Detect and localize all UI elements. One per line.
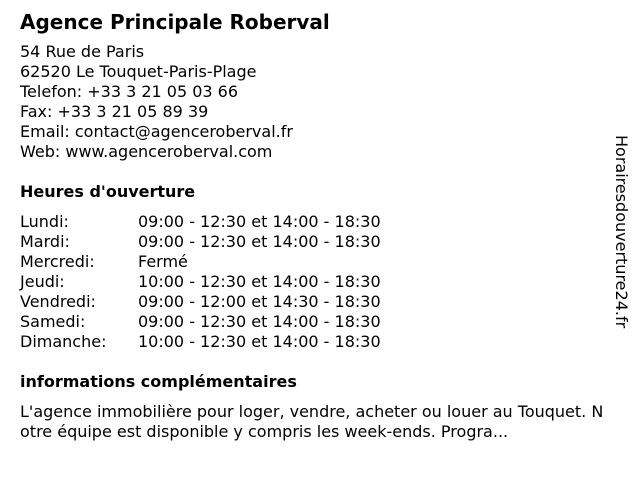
- hours-row-tuesday: [20, 232, 610, 252]
- day-hours: 09:00 - 12:30 et 14:00 - 18:30: [138, 212, 381, 231]
- hours-row-sunday: [20, 332, 610, 352]
- hours-row-wednesday: [20, 252, 610, 272]
- hours-row-friday: [20, 292, 610, 312]
- hours-row-monday: [20, 212, 610, 232]
- fax-number: Fax: +33 3 21 05 89 39: [20, 102, 209, 121]
- day-hours: Fermé: [138, 252, 188, 271]
- day-label: Samedi:: [20, 312, 86, 331]
- day-label: Mardi:: [20, 232, 70, 251]
- day-label: Vendredi:: [20, 292, 96, 311]
- agency-name: Agence Principale Roberval: [20, 10, 330, 34]
- opening-hours-list: [20, 212, 610, 352]
- day-label: Lundi:: [20, 212, 69, 231]
- website-address: Web: www.agenceroberval.com: [20, 142, 273, 161]
- address-city: 62520 Le Touquet-Paris-Plage: [20, 62, 257, 81]
- day-label: Dimanche:: [20, 332, 107, 351]
- site-watermark: Horairesdouverture24.fr: [612, 135, 631, 329]
- address-street: 54 Rue de Paris: [20, 42, 145, 61]
- phone-number: Telefon: +33 3 21 05 03 66: [20, 82, 239, 101]
- hours-row-thursday: [20, 272, 610, 292]
- day-label: Jeudi:: [20, 272, 65, 291]
- day-hours: 10:00 - 12:30 et 14:00 - 18:30: [138, 272, 381, 291]
- additional-info-heading: informations complémentaires: [20, 372, 297, 391]
- email-address: Email: contact@agenceroberval.fr: [20, 122, 293, 141]
- hours-row-saturday: [20, 312, 610, 332]
- additional-info-text: L'agence immobilière pour loger, vendre, acheter ou louer au Touquet. Notre équipe est disponible y compris les week-ends. Progra...: [20, 402, 604, 441]
- opening-hours-heading: Heures d'ouverture: [20, 182, 196, 201]
- day-hours: 09:00 - 12:00 et 14:30 - 18:30: [138, 292, 381, 311]
- day-hours: 09:00 - 12:30 et 14:00 - 18:30: [138, 312, 381, 331]
- day-label: Mercredi:: [20, 252, 95, 271]
- day-hours: 09:00 - 12:30 et 14:00 - 18:30: [138, 232, 381, 251]
- day-hours: 10:00 - 12:30 et 14:00 - 18:30: [138, 332, 381, 351]
- agency-card: [20, 10, 610, 442]
